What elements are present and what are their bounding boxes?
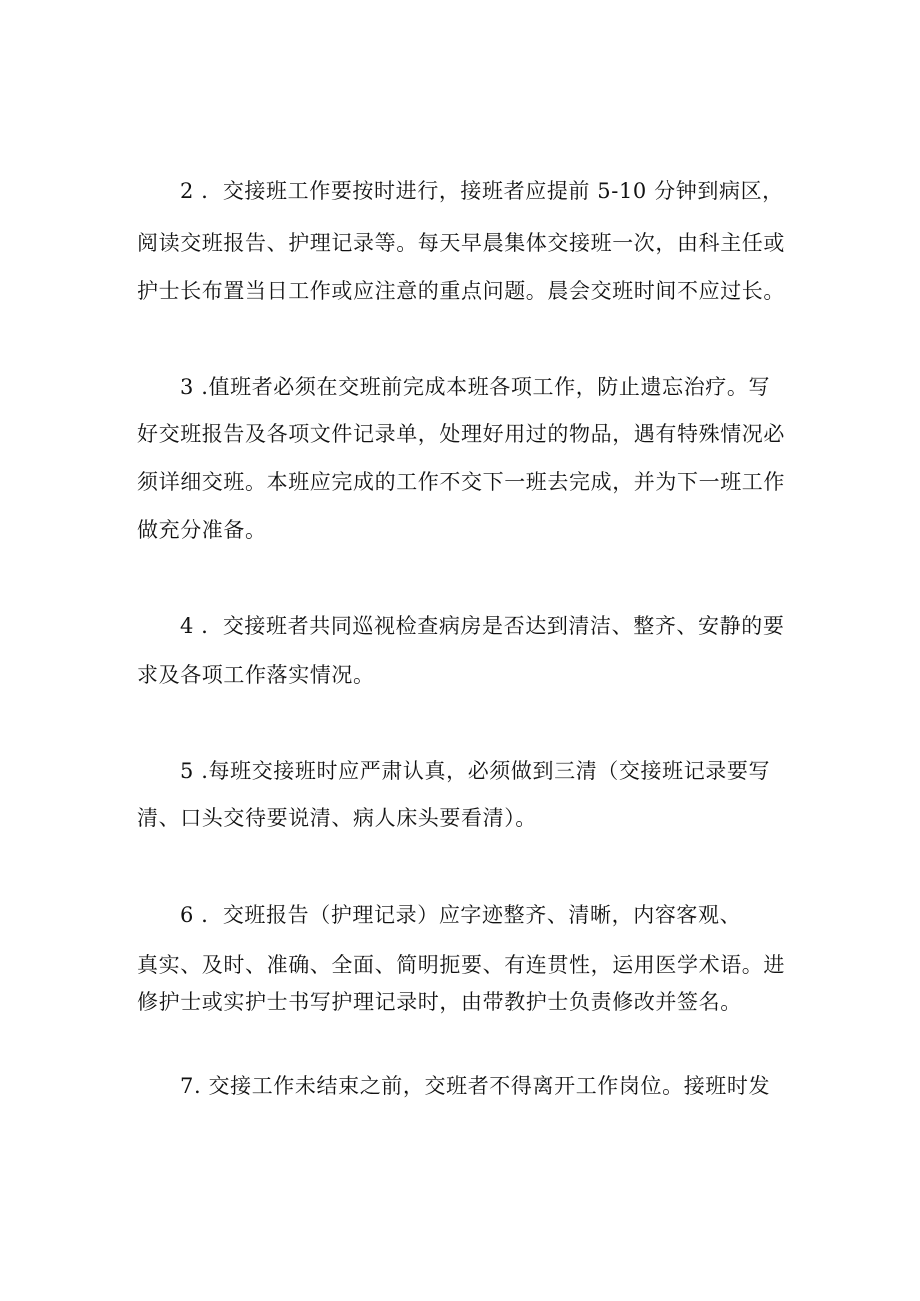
paragraph-line: 求及各项工作落实情况。	[137, 663, 375, 687]
paragraph-line: 好交班报告及各项文件记录单，处理好用过的物品，遇有特殊情况必	[137, 422, 785, 446]
paragraph-line: 护士长布置当日工作或应注意的重点问题。晨会交班时间不应过长。	[137, 279, 785, 303]
paragraph-line: 真实、及时、准确、全面、简明扼要、有连贯性，运用医学术语。进	[137, 953, 785, 977]
paragraph-line: 6 ．交班报告（护理记录）应字迹整齐、清晰，内容客观、	[180, 903, 742, 927]
paragraph-line: 清、口头交待要说清、病人床头要看清）。	[137, 806, 537, 830]
paragraph-line: 4 ．交接班者共同巡视检查病房是否达到清洁、整齐、安静的要	[180, 614, 785, 638]
paragraph-line: 须详细交班。本班应完成的工作不交下一班去完成，并为下一班工作	[137, 470, 785, 494]
paragraph-line: 3 .值班者必须在交班前完成本班各项工作，防止遗忘治疗。写	[180, 375, 771, 399]
paragraph-line: 2 ．交接班工作要按时进行，接班者应提前 5-10 分钟到病区，	[180, 179, 784, 203]
paragraph-line: 5 .每班交接班时应严肃认真，必须做到三清（交接班记录要写	[180, 759, 771, 783]
paragraph-line: 做充分准备。	[137, 518, 267, 542]
paragraph-line: 修护士或实护士书写护理记录时，由带教护士负责修改并签名。	[137, 990, 742, 1014]
paragraph-line: 7. 交接工作未结束之前，交班者不得离开工作岗位。接班时发	[180, 1074, 771, 1098]
paragraph-line: 阅读交班报告、护理记录等。每天早晨集体交接班一次，由科主任或	[137, 231, 785, 255]
